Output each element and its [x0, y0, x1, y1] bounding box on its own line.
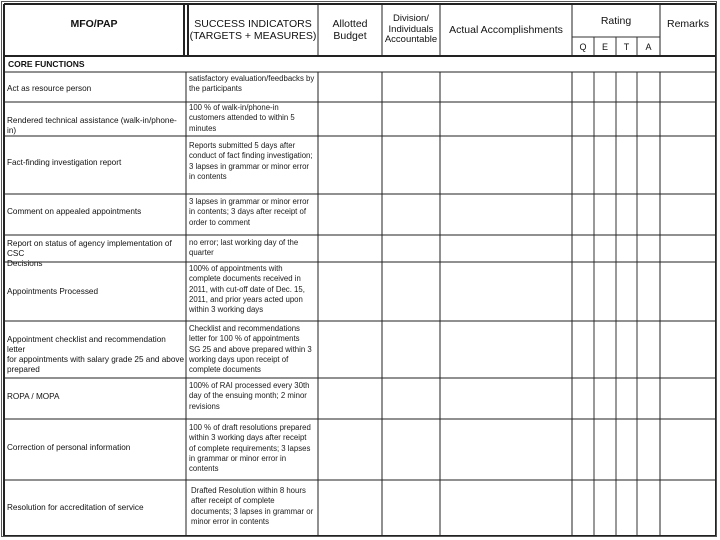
row-10-indicator-line: documents; 3 lapses in grammar or: [191, 506, 314, 516]
row-5-indicator-line: quarter: [189, 248, 214, 258]
header-success-line1: SUCCESS INDICATORS: [194, 17, 312, 30]
row-9-indicator-line: in grammar or minor error in: [189, 453, 287, 463]
row-7-indicator: [187, 324, 318, 378]
row-6-indicator-line: 2011, and prior years acted upon: [189, 294, 303, 304]
row-8-indicator-line: revisions: [189, 401, 220, 411]
row-4-indicator-line: in contents; 3 days after receipt of: [189, 207, 307, 217]
row-7-indicator-line: working days upon receipt of: [189, 354, 289, 364]
row-8-indicator: [187, 381, 318, 418]
row-7-indicator-line: letter for 100 % of appointments: [189, 334, 300, 344]
header-remarks: Remarks: [666, 17, 709, 30]
row-7-indicator-line: SG 25 and above prepared within 3: [189, 344, 312, 354]
row-1-indicator: [187, 74, 318, 102]
row-2-mfo-line: Rendered technical assistance (walk-in/phone-in): [7, 116, 177, 135]
header-rating-t: T: [623, 41, 630, 52]
row-3-indicator-line: 3 lapses in grammar or minor error: [189, 161, 310, 171]
header-actual-accomplishments: Actual Accomplishments: [449, 23, 563, 36]
row-6-mfo-line: Appointments Processed: [7, 287, 99, 296]
row-9-indicator-line: 100 % of draft resolutions prepared: [189, 423, 311, 432]
header-division-accountable: [382, 6, 440, 54]
header-rating: Rating: [600, 14, 632, 27]
header-success-line2: (TARGETS + MEASURES): [189, 30, 317, 42]
row-8-indicator-line: day of the ensuing month; 2 minor: [189, 391, 307, 401]
row-4-mfo: [4, 207, 184, 223]
row-9-indicator-line: contents: [189, 464, 219, 474]
row-9-mfo: [4, 443, 184, 459]
row-4-indicator-line: 3 lapses in grammar or minor error: [189, 197, 310, 206]
row-5-mfo: [4, 239, 186, 268]
section-core-functions: CORE FUNCTIONS: [8, 59, 85, 69]
row-10-indicator-line: minor error in contents: [191, 516, 269, 526]
row-3-mfo: [4, 158, 184, 174]
header-rating-q: Q: [579, 41, 587, 52]
row-1-indicator-line: the participants: [189, 84, 242, 94]
row-9-indicator: [187, 423, 318, 479]
row-7-mfo: [4, 335, 186, 374]
row-9-indicator-line: within 3 working days after receipt: [189, 433, 307, 443]
row-8-mfo-line: ROPA / MOPA: [7, 392, 60, 401]
row-6-indicator-line: complete documents received in: [189, 274, 301, 284]
row-1-mfo-line: Act as resource person: [7, 84, 92, 93]
row-10-indicator: [189, 486, 318, 536]
row-7-mfo-line: Appointment checklist and recommendation letter: [7, 335, 166, 354]
row-9-indicator-line: of complete requirements; 3 lapses: [189, 443, 311, 453]
header-division-line3: Accountable: [384, 34, 438, 46]
row-6-indicator-line: 100% of appointments with: [189, 264, 283, 273]
row-6-mfo: [4, 287, 184, 303]
row-4-mfo-line: Comment on appealed appointments: [7, 207, 142, 216]
row-10-indicator-line: Drafted Resolution within 8 hours: [191, 486, 306, 495]
row-5-indicator: [187, 238, 318, 262]
row-2-mfo: [4, 116, 184, 135]
row-1-indicator-line: satisfactory evaluation/feedbacks by: [189, 74, 315, 83]
header-division-line2: Individuals: [388, 23, 434, 35]
header-allotted-budget: [318, 8, 382, 52]
row-2-indicator-line: customers attended to within 5: [189, 113, 295, 123]
row-10-mfo: [4, 503, 184, 519]
row-4-indicator: [187, 197, 318, 234]
row-9-mfo-line: Correction of personal information: [7, 443, 131, 452]
row-7-mfo-line: for appointments with salary grade 25 and above: [7, 355, 185, 364]
header-division-line1: Division/: [393, 12, 429, 24]
row-10-mfo-line: Resolution for accreditation of service: [7, 503, 144, 512]
row-2-indicator-line: minutes: [189, 123, 217, 133]
row-1-mfo: [4, 84, 184, 100]
header-mfo: MFO/PAP: [70, 17, 118, 30]
row-5-mfo-line: Report on status of agency implementation of CSC: [7, 239, 172, 258]
row-3-indicator-line: Reports submitted 5 days after: [189, 141, 296, 150]
header-rating-a: A: [645, 41, 652, 52]
row-4-indicator-line: order to comment: [189, 217, 251, 227]
header-success-indicators: [188, 8, 318, 52]
row-8-mfo: [4, 392, 184, 408]
row-3-mfo-line: Fact-finding investigation report: [7, 158, 122, 167]
header-budget-line1: Allotted: [332, 17, 368, 30]
row-5-mfo-line: Decisions: [7, 259, 43, 268]
header-budget-line2: Budget: [333, 30, 367, 42]
row-7-mfo-line: prepared: [7, 365, 40, 374]
row-10-indicator-line: after receipt of complete: [191, 496, 275, 506]
row-5-indicator-line: no error; last working day of the: [189, 238, 299, 247]
row-2-indicator-line: 100 % of walk-in/phone-in: [189, 103, 279, 112]
row-7-indicator-line: complete documents: [189, 365, 261, 375]
row-8-indicator-line: 100% of RAI processed every 30th: [189, 381, 310, 390]
row-3-indicator-line: in contents: [189, 171, 227, 181]
row-3-indicator: [187, 141, 318, 193]
row-7-indicator-line: Checklist and recommendations: [189, 324, 300, 333]
row-6-indicator-line: 2011, with cut-off date of Dec. 15,: [189, 284, 305, 294]
row-3-indicator-line: conduct of fact finding investigation;: [189, 151, 313, 161]
row-2-indicator: [187, 103, 318, 136]
row-6-indicator-line: within 3 working days: [189, 305, 264, 315]
row-6-indicator: [187, 264, 318, 320]
header-rating-e: E: [601, 41, 608, 52]
